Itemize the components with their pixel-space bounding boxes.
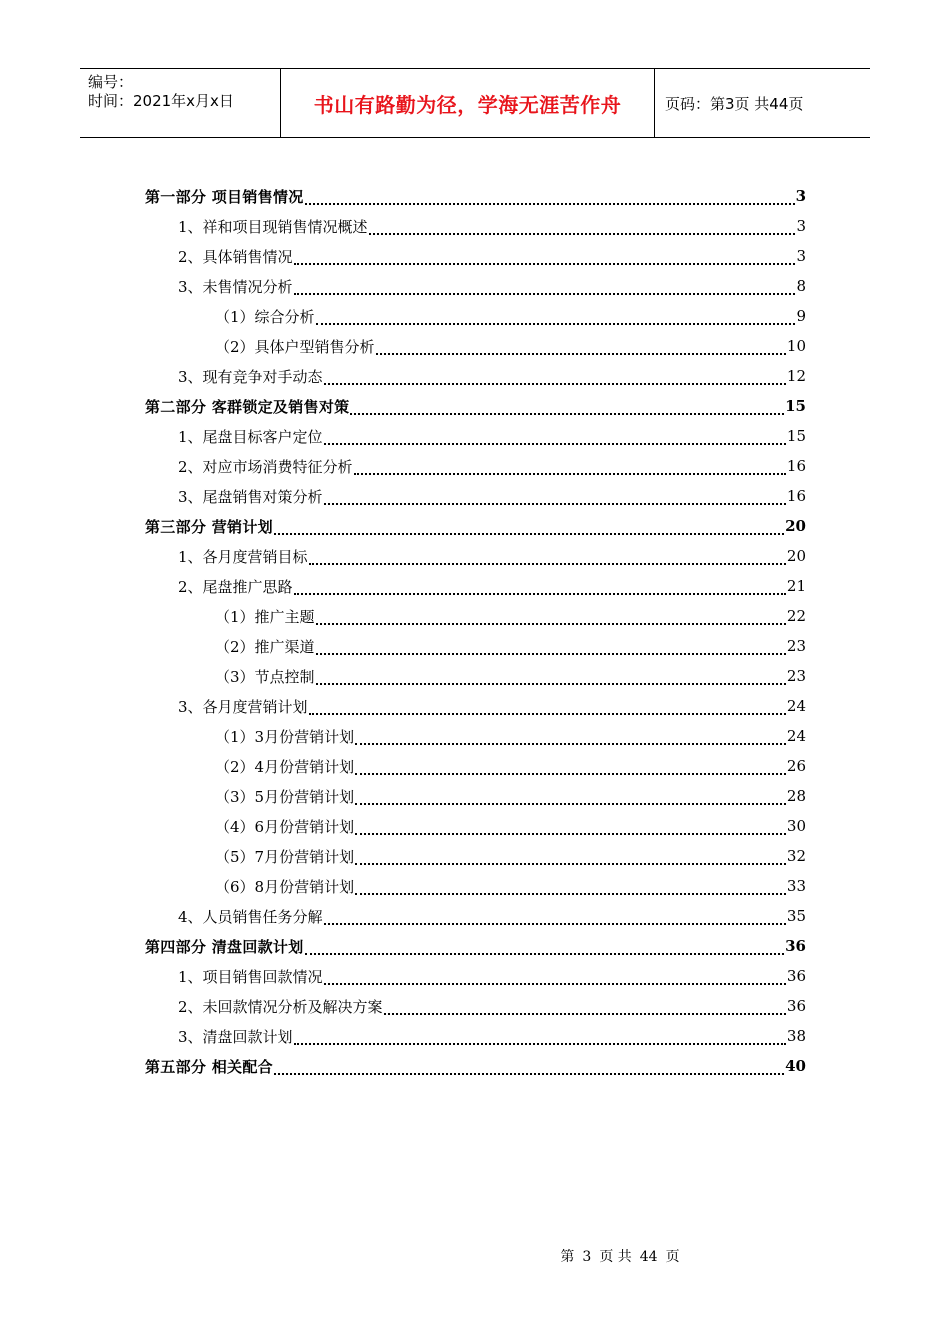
toc-entry-title: 3、尾盘销售对策分析: [178, 487, 323, 506]
toc-entry-page: 15: [786, 427, 806, 445]
header-motto: 书山有路勤为径，学海无涯苦作舟: [281, 69, 655, 137]
toc-dot-leader: [316, 671, 786, 685]
toc-dot-leader: [350, 401, 784, 415]
toc-entry-title: 1、祥和项目现销售情况概述: [178, 217, 368, 236]
toc-dot-leader: [355, 821, 786, 835]
toc-entry-page: 33: [786, 877, 806, 895]
toc-entry-title: 第二部分 客群锁定及销售对策: [145, 397, 350, 416]
toc-entry-page: 9: [796, 307, 806, 325]
footer-prefix: 第: [560, 1249, 575, 1265]
toc-entry-title: 2、未回款情况分析及解决方案: [178, 997, 383, 1016]
toc-entry-page: 21: [786, 577, 806, 595]
toc-entry[interactable]: [145, 541, 806, 571]
toc-dot-leader: [316, 641, 786, 655]
toc-entry[interactable]: [145, 691, 806, 721]
toc-entry[interactable]: [145, 391, 806, 421]
toc-dot-leader: [384, 1001, 786, 1015]
toc-entry-page: 23: [786, 667, 806, 685]
toc-entry-title: （3）5月份营销计划: [215, 787, 355, 806]
page-footer: [0, 1246, 950, 1266]
footer-current-page: 3: [582, 1249, 592, 1265]
toc-entry[interactable]: [145, 931, 806, 961]
toc-entry-page: 32: [786, 847, 806, 865]
toc-entry-title: 1、各月度营销目标: [178, 547, 308, 566]
toc-entry-page: 24: [786, 697, 806, 715]
footer-suffix: 页: [665, 1249, 680, 1265]
toc-entry[interactable]: [145, 811, 806, 841]
footer-total-pages: 44: [639, 1249, 658, 1265]
toc-dot-leader: [369, 221, 796, 235]
toc-dot-leader: [305, 191, 795, 205]
toc-dot-leader: [294, 251, 796, 265]
toc-dot-leader: [294, 1031, 786, 1045]
footer-mid: 页 共: [599, 1249, 632, 1265]
toc-dot-leader: [355, 791, 786, 805]
toc-entry-title: 3、清盘回款计划: [178, 1027, 293, 1046]
table-of-contents: [145, 181, 806, 1081]
toc-entry[interactable]: [145, 271, 806, 301]
toc-entry[interactable]: [145, 1021, 806, 1051]
toc-entry-page: 26: [786, 757, 806, 775]
toc-dot-leader: [324, 911, 786, 925]
toc-entry[interactable]: [145, 661, 806, 691]
toc-dot-leader: [309, 551, 786, 565]
toc-entry-page: 10: [786, 337, 806, 355]
toc-dot-leader: [355, 851, 786, 865]
toc-entry-title: （6）8月份营销计划: [215, 877, 355, 896]
toc-entry-page: 8: [796, 277, 806, 295]
toc-entry-title: 第一部分 项目销售情况: [145, 187, 304, 206]
toc-entry-title: （4）6月份营销计划: [215, 817, 355, 836]
toc-entry-title: 2、具体销售情况: [178, 247, 293, 266]
toc-dot-leader: [316, 311, 796, 325]
toc-entry-page: 12: [786, 367, 806, 385]
toc-dot-leader: [376, 341, 786, 355]
toc-entry-page: 38: [786, 1027, 806, 1045]
toc-entry-title: 第三部分 营销计划: [145, 517, 273, 536]
toc-entry-title: 第四部分 清盘回款计划: [145, 937, 304, 956]
toc-entry[interactable]: [145, 631, 806, 661]
toc-entry[interactable]: [145, 871, 806, 901]
toc-dot-leader: [324, 431, 786, 445]
toc-dot-leader: [355, 881, 786, 895]
toc-entry-title: 4、人员销售任务分解: [178, 907, 323, 926]
toc-entry-title: 1、尾盘目标客户定位: [178, 427, 323, 446]
toc-entry-title: 2、对应市场消费特征分析: [178, 457, 353, 476]
toc-entry-title: （3）节点控制: [215, 667, 315, 686]
toc-entry-title: 1、项目销售回款情况: [178, 967, 323, 986]
toc-entry-page: 20: [786, 547, 806, 565]
page-header: [80, 68, 870, 138]
toc-entry-page: 36: [786, 967, 806, 985]
toc-entry[interactable]: [145, 841, 806, 871]
toc-dot-leader: [294, 281, 796, 295]
toc-entry[interactable]: [145, 1051, 806, 1081]
toc-entry[interactable]: [145, 301, 806, 331]
toc-entry-title: 3、现有竞争对手动态: [178, 367, 323, 386]
toc-entry[interactable]: [145, 331, 806, 361]
toc-dot-leader: [324, 971, 786, 985]
toc-entry-page: 24: [786, 727, 806, 745]
toc-entry[interactable]: [145, 991, 806, 1021]
toc-entry[interactable]: [145, 421, 806, 451]
toc-entry-title: 第五部分 相关配合: [145, 1057, 273, 1076]
document-time-label: 时间：2021年x月x日: [88, 92, 234, 110]
toc-entry-page: 20: [785, 517, 806, 535]
toc-dot-leader: [316, 611, 786, 625]
toc-entry[interactable]: [145, 901, 806, 931]
toc-entry-page: 15: [785, 397, 806, 415]
toc-entry-page: 3: [796, 247, 806, 265]
toc-entry-title: 3、各月度营销计划: [178, 697, 308, 716]
toc-dot-leader: [324, 491, 786, 505]
toc-entry-page: 30: [786, 817, 806, 835]
toc-entry[interactable]: [145, 721, 806, 751]
toc-entry[interactable]: [145, 601, 806, 631]
toc-entry[interactable]: [145, 241, 806, 271]
toc-entry[interactable]: [145, 961, 806, 991]
toc-entry-page: 23: [786, 637, 806, 655]
toc-entry[interactable]: [145, 751, 806, 781]
toc-entry-title: （5）7月份营销计划: [215, 847, 355, 866]
toc-entry-page: 16: [786, 457, 806, 475]
toc-entry[interactable]: [145, 181, 806, 211]
toc-dot-leader: [355, 731, 786, 745]
toc-entry-page: 36: [786, 997, 806, 1015]
toc-entry[interactable]: [145, 511, 806, 541]
toc-dot-leader: [274, 521, 784, 535]
toc-dot-leader: [354, 461, 786, 475]
toc-dot-leader: [309, 701, 786, 715]
toc-entry-title: （2）4月份营销计划: [215, 757, 355, 776]
header-page-label: 页码：第3页 共44页: [665, 94, 804, 113]
toc-entry-page: 22: [786, 607, 806, 625]
toc-entry-title: （2）推广渠道: [215, 637, 315, 656]
toc-entry[interactable]: [145, 481, 806, 511]
toc-dot-leader: [305, 941, 785, 955]
toc-entry[interactable]: [145, 451, 806, 481]
toc-entry-title: （1）推广主题: [215, 607, 315, 626]
toc-entry-page: 40: [785, 1057, 806, 1075]
toc-entry-page: 3: [796, 217, 806, 235]
toc-entry-title: 3、未售情况分析: [178, 277, 293, 296]
toc-entry-title: （1）3月份营销计划: [215, 727, 355, 746]
toc-entry[interactable]: [145, 361, 806, 391]
toc-entry-page: 36: [785, 937, 806, 955]
header-meta: [80, 69, 281, 137]
toc-entry-page: 28: [786, 787, 806, 805]
toc-entry-page: 3: [795, 187, 806, 205]
toc-dot-leader: [274, 1061, 784, 1075]
toc-entry[interactable]: [145, 211, 806, 241]
toc-entry-page: 16: [786, 487, 806, 505]
toc-dot-leader: [355, 761, 786, 775]
toc-entry-title: （1）综合分析: [215, 307, 315, 326]
toc-entry-page: 35: [786, 907, 806, 925]
toc-dot-leader: [324, 371, 786, 385]
toc-entry-title: 2、尾盘推广思路: [178, 577, 293, 596]
document-number-label: 编号：: [88, 73, 134, 91]
toc-dot-leader: [294, 581, 786, 595]
toc-entry-title: （2）具体户型销售分析: [215, 337, 375, 356]
toc-entry[interactable]: [145, 781, 806, 811]
toc-entry[interactable]: [145, 571, 806, 601]
